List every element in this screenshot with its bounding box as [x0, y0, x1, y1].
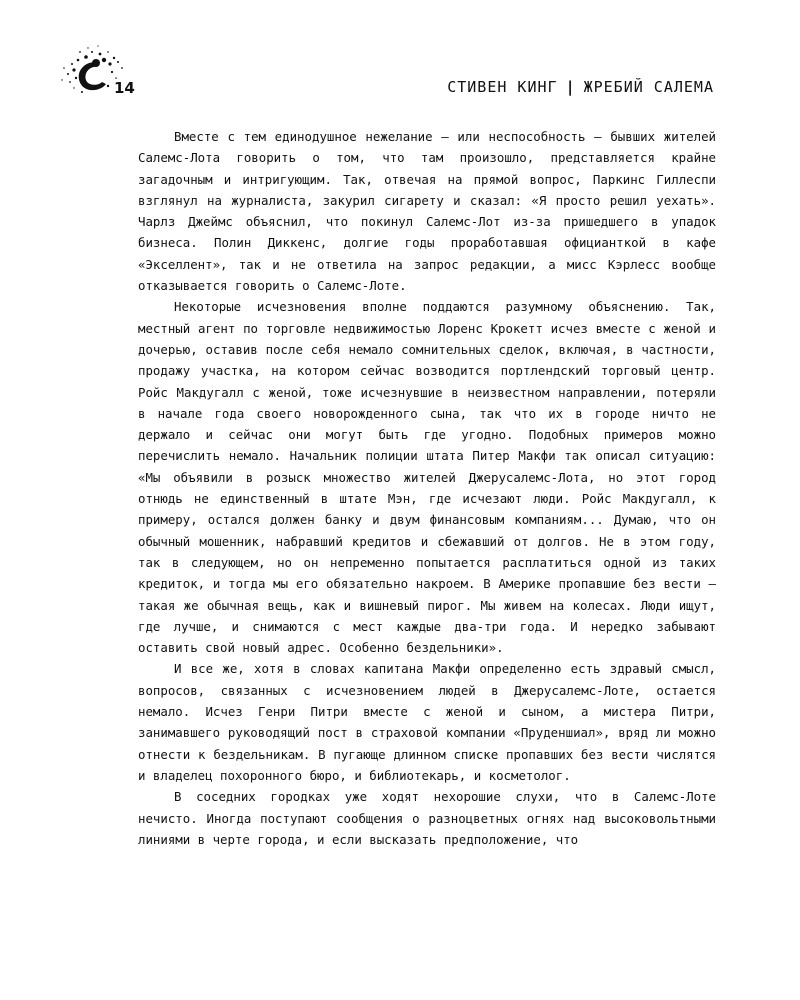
paragraph: В соседних городках уже ходят нехорошие слухи, что в Салемс-Лоте нечисто. Иногда поступают сообщения о разноцветных огнях над высоковольтными линиями в черте города, и если высказать предположение, что [138, 789, 716, 847]
header-title: ЖРЕБИЙ САЛЕМА [583, 78, 714, 96]
header-author: СТИВЕН КИНГ [447, 78, 558, 96]
body-text [138, 126, 716, 850]
running-header [447, 78, 714, 96]
paragraph: И все же, хотя в словах капитана Макфи определенно есть здравый смысл, вопросов, связанных с исчезновением людей в Джерусалемс-Лоте, остается немало. Исчез Генри Питри вместе с женой и сыном, а мистера Питри, занимавшего руководящий пост в страховой компании «Пруденшиал», вряд ли можно отнести к бездельникам. В пугающе длинном списке пропавших без вести числятся и владелец похоронного бюро, и библиотекарь, и косметолог. [138, 661, 716, 783]
paragraph: Некоторые исчезновения вполне поддаются разумному объяснению. Так, местный агент по торговле недвижимостью Лоренс Крокетт исчез вместе с женой и дочерью, оставив после себя немало сомнительных сделок, включая, в частности, продажу участка, на котором сейчас возводится портлендский торговый центр. Ройс Макдугалл с женой, тоже исчезнувшие в неизвестном направлении, потеряли в начале года своего новорожденного сына, так что их в городе ничто не держало и сейчас они могут быть где угодно. Подобных примеров можно перечислить немало. Начальник полиции штата Питер Макфи так описал ситуацию: «Мы объявили в розыск множество жителей Джерусалемс-Лота, но этот город отнюдь не единственный в штате Мэн, где исчезают люди. Ройс Макдугалл, к примеру, остался должен банку и двум финансовым компаниям... Думаю, что он обычный мошенник, набравший кредитов и сбежавший от долгов. Не в этом году, так в следующем, но он непременно попытается расплатиться одной из таких кредиток, и тогда мы его обязательно накроем. В Америке пропавшие без вести — такая же обычная вещь, как и вишневый пирог. Мы живем на колесах. Люди ищут, где лучше, и снимаются с мест каждые два-три года. И нередко забывают оставить свой новый адрес. Особенно бездельники». [138, 299, 716, 656]
paragraph: Вместе с тем единодушное нежелание — или неспособность — бывших жителей Салемс-Лота говорить о том, что там произошло, представляется крайне загадочным и интригующим. Так, отвечая на прямой вопрос, Паркинс Гиллеспи взглянул на журналиста, закурил сигарету и сказал: «Я просто решил уехать». Чарлз Джеймс объяснил, что покинул Салемс-Лот из-за пришедшего в упадок бизнеса. Полин Диккенс, долгие годы проработавшая официанткой в кафе «Экселлент», так и не ответила на запрос редакции, а мисс Кэрлесс вообще отказывается говорить о Салемс-Лоте. [138, 129, 716, 294]
header-separator: | [565, 78, 576, 96]
page-number: 14 [114, 79, 135, 97]
